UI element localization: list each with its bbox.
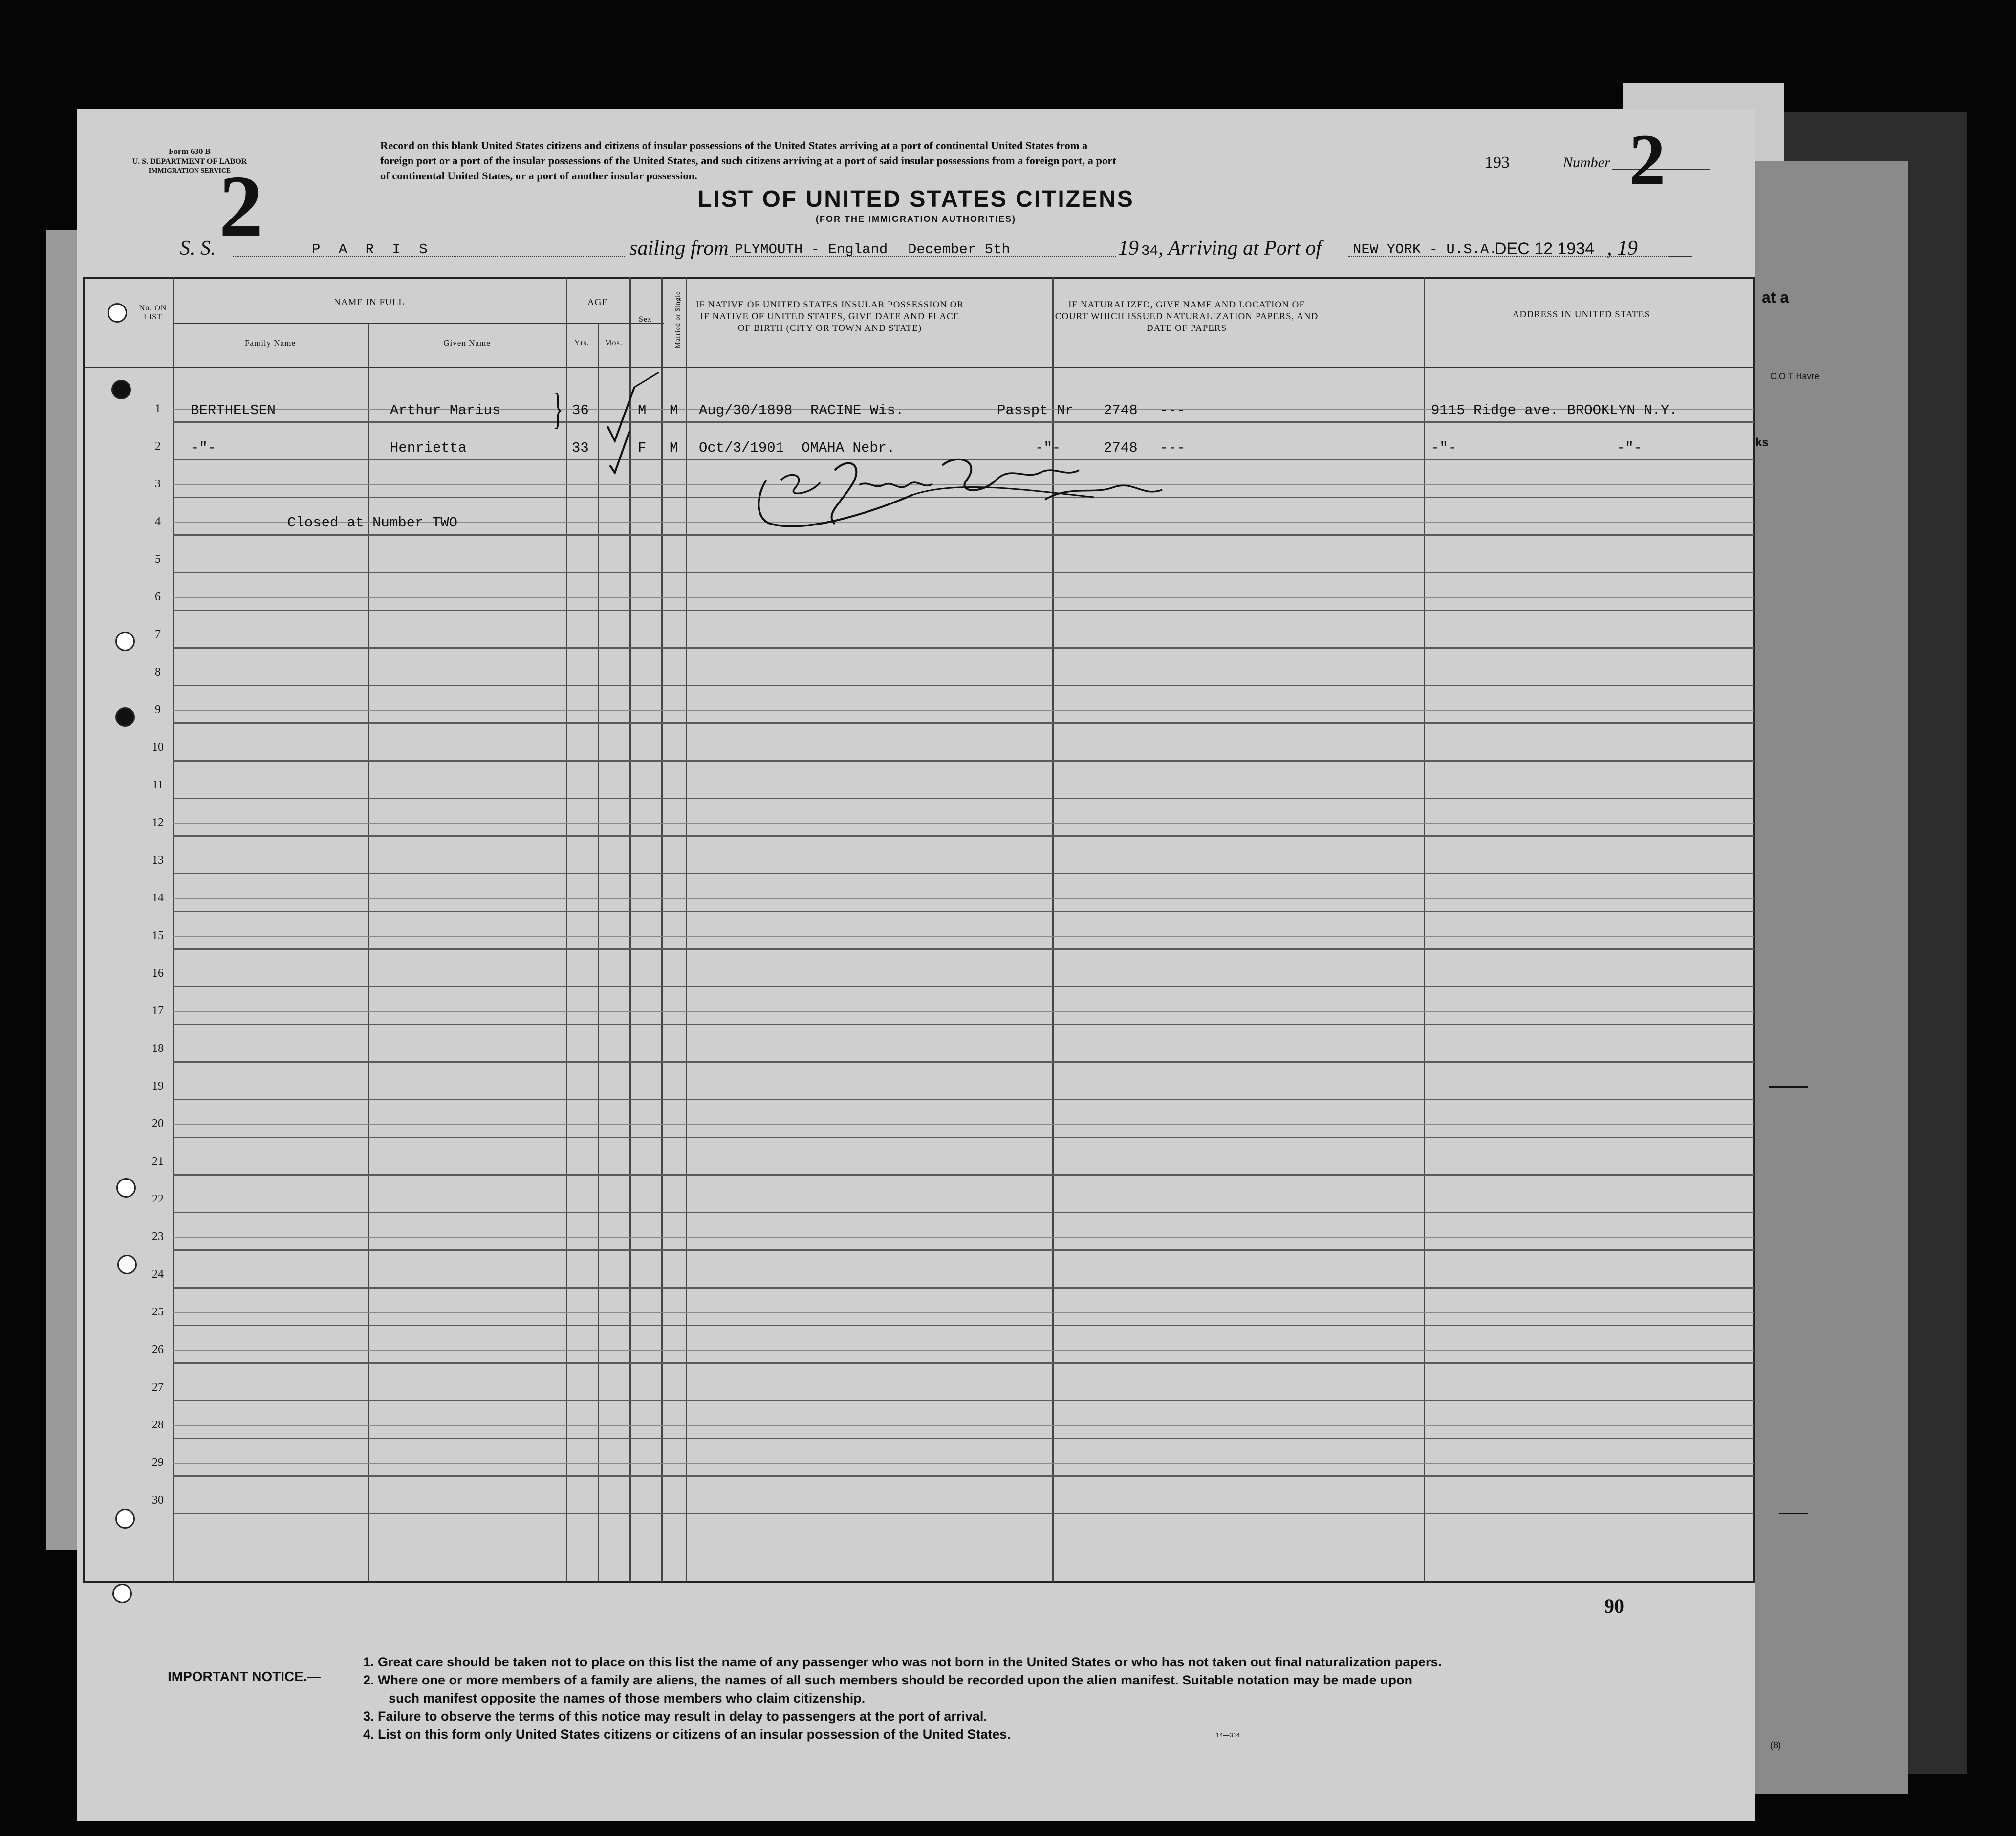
entry-2-address-2: -"- [1617, 440, 1643, 456]
row-rule [173, 1099, 1754, 1100]
row-subrule [173, 823, 1754, 824]
col-divider [686, 277, 687, 1582]
row-subrule [173, 1237, 1754, 1238]
row-rule [173, 1137, 1754, 1138]
table-left-border [83, 277, 85, 1582]
row-rule [173, 835, 1754, 837]
row-number: 8 [155, 666, 161, 678]
col-family-name: Family Name [244, 338, 296, 348]
margin-note-at-a: at a [1762, 288, 1789, 306]
row-number: 19 [152, 1080, 164, 1093]
row-number: 26 [152, 1343, 164, 1356]
department-name: U. S. DEPARTMENT OF LABOR [132, 157, 247, 166]
notice-item-4: 4. List on this form only United States citizens or citizens of an insular possession of the United States. [363, 1727, 1011, 1742]
closing-note: Closed at Number TWO [287, 515, 458, 531]
year-prefix: 193 [1485, 153, 1510, 172]
col-married-or-single: Married or Single [674, 291, 682, 349]
arrival-port: NEW YORK - U.S.A. [1353, 241, 1497, 258]
page-number: 90 [1604, 1595, 1624, 1617]
header-bottom-rule [83, 367, 1755, 368]
col-address: ADDRESS IN UNITED STATES [1512, 309, 1650, 320]
entry-1-given-name: Arthur Marius [390, 402, 501, 418]
arrival-year-underline [1646, 256, 1690, 258]
row-rule [173, 1287, 1754, 1289]
entry-1-nat-dash: --- [1160, 402, 1186, 418]
row-subrule [173, 1011, 1754, 1012]
row-rule [173, 798, 1754, 799]
row-number: 20 [152, 1117, 164, 1130]
punch-hole [115, 1509, 135, 1529]
row-number: 6 [155, 590, 161, 603]
row-rule [173, 1438, 1754, 1439]
entry-2-passport: -"- [1035, 440, 1061, 456]
notice-item-1: 1. Great care should be taken not to place on this list the name of any passenger who was not born in the United States or who has not taken out final naturalization papers. [363, 1655, 1442, 1669]
year-suffix: 34 [1141, 243, 1158, 259]
family-brace: } [552, 385, 564, 433]
list-number-stamp: 2 [219, 157, 263, 255]
col-age-months: Mos. [605, 339, 623, 347]
row-number: 21 [152, 1155, 164, 1168]
row-rule [173, 1061, 1754, 1063]
entry-1-birth-date: Aug/30/1898 [699, 402, 793, 418]
row-number: 3 [155, 478, 161, 490]
table-top-border [83, 277, 1755, 279]
row-rule [173, 647, 1754, 649]
manifest-sheet [77, 109, 1755, 1821]
notice-item-3: 3. Failure to observe the terms of this notice may result in delay to passengers at the port of arrival. [363, 1709, 987, 1724]
entry-1-passport-no: 2748 [1104, 402, 1138, 418]
row-rule [173, 1400, 1754, 1401]
row-subrule [173, 710, 1754, 711]
col-age: AGE [587, 297, 608, 307]
row-subrule [173, 898, 1754, 899]
row-number: 25 [152, 1306, 164, 1318]
row-number: 17 [152, 1005, 164, 1017]
entry-2-address: -"- [1431, 440, 1457, 456]
row-number: 2 [155, 440, 161, 453]
row-rule [173, 1325, 1754, 1326]
punch-hole [116, 1178, 136, 1198]
row-rule [173, 1249, 1754, 1251]
row-subrule [173, 1463, 1754, 1464]
row-rule [173, 421, 1754, 423]
row-rule [173, 1513, 1754, 1514]
row-subrule [173, 597, 1754, 598]
row-number: 7 [155, 628, 161, 641]
row-rule [173, 610, 1754, 611]
entry-1-address: 9115 Ridge ave. BROOKLYN N.Y. [1431, 402, 1678, 418]
row-subrule [173, 1350, 1754, 1351]
col-given-name: Given Name [443, 338, 491, 348]
col-divider [173, 277, 174, 1582]
margin-note-ks: ks [1756, 436, 1769, 449]
row-rule [173, 1212, 1754, 1213]
col-divider [368, 323, 369, 1582]
col-sex: Sex [639, 315, 652, 324]
service-name: IMMIGRATION SERVICE [148, 167, 231, 175]
entry-2-birth-date: Oct/3/1901 [699, 440, 784, 456]
entry-2-age: 33 [572, 440, 589, 456]
row-number: 1 [155, 402, 161, 415]
row-number: 14 [152, 892, 164, 904]
ss-label: S. S. [180, 237, 216, 260]
row-rule [173, 1475, 1754, 1477]
row-number: 5 [155, 553, 161, 566]
row-rule [173, 722, 1754, 724]
punch-hole [115, 707, 135, 727]
margin-rule [1769, 1086, 1808, 1088]
entry-2-marital: M [670, 440, 678, 456]
number-label: Number [1563, 154, 1610, 171]
row-subrule [173, 1425, 1754, 1426]
punch-hole [108, 303, 127, 323]
row-rule [173, 911, 1754, 912]
row-number: 4 [155, 515, 161, 528]
punch-hole [115, 632, 135, 651]
check-marks [595, 368, 669, 480]
row-subrule [173, 936, 1754, 937]
notice-item-2-cont: such manifest opposite the names of those members who claim citizenship. [389, 1691, 866, 1705]
notice-item-2: 2. Where one or more members of a family are aliens, the names of all such members should be recorded upon the alien manifest. Suitable notation may be made upon [363, 1673, 1413, 1687]
entry-2-given-name: Henrietta [390, 440, 467, 456]
col-naturalization: IF NATURALIZED, GIVE NAME AND LOCATION OF COURT WHICH ISSUED NATURALIZATION PAPERS, AND DATE OF PAPERS [1055, 300, 1319, 333]
row-number: 22 [152, 1193, 164, 1205]
departure-date: December 5th [908, 241, 1010, 258]
row-rule [173, 685, 1754, 686]
entry-2-sex: F [638, 440, 647, 456]
row-number: 9 [155, 703, 161, 716]
row-rule [173, 760, 1754, 762]
instructions-line-1: Record on this blank United States citizens and citizens of insular possessions of the United States arriving at a port of continental United States from a [380, 139, 1088, 152]
row-number: 29 [152, 1456, 164, 1469]
sailing-from-label: sailing from [629, 237, 729, 260]
row-subrule [173, 1124, 1754, 1125]
col-age-years: Yrs. [574, 339, 590, 347]
col-divider [566, 277, 567, 1582]
row-number: 18 [152, 1042, 164, 1055]
page-title: LIST OF UNITED STATES CITIZENS [697, 186, 1134, 212]
entry-2-nat-dash: --- [1160, 440, 1186, 456]
row-number: 27 [152, 1381, 164, 1394]
table-right-border [1753, 277, 1755, 1582]
margin-rule [1779, 1513, 1808, 1514]
margin-note-cot: C.O T Havre [1770, 372, 1820, 381]
number-value: 2 [1629, 119, 1666, 200]
form-number: Form 630 B [169, 147, 211, 156]
entry-1-family-name: BERTHELSEN [191, 402, 276, 418]
row-rule [173, 986, 1754, 987]
punch-hole [117, 1255, 137, 1274]
col-divider [1424, 277, 1425, 1582]
entry-2-birth-place: OMAHA Nebr. [802, 440, 895, 456]
arrival-year-prefix: , 19 [1607, 237, 1638, 260]
row-number: 15 [152, 929, 164, 942]
row-rule [173, 572, 1754, 573]
entry-1-sex: M [638, 402, 647, 418]
entry-1-birth-place: RACINE Wis. [810, 402, 904, 418]
row-rule [173, 1362, 1754, 1364]
row-number: 11 [152, 779, 164, 791]
notice-heading: IMPORTANT NOTICE.— [168, 1669, 321, 1684]
port-from: PLYMOUTH - England [735, 241, 888, 258]
row-number: 12 [152, 816, 164, 829]
page-subtitle: (FOR THE IMMIGRATION AUTHORITIES) [816, 214, 1016, 224]
entry-1-passport: Passpt Nr [997, 402, 1074, 418]
row-number: 28 [152, 1419, 164, 1431]
year-prefix: 19 [1118, 237, 1139, 260]
entry-2-passport-no: 2748 [1104, 440, 1138, 456]
row-number: 16 [152, 967, 164, 980]
instructions-line-3: of continental United States, or a port of another insular possession. [380, 170, 697, 182]
row-rule [173, 873, 1754, 874]
instructions-line-2: foreign port or a port of the insular possessions of the United States, and such citizens arriving at a port of said insular possessions from a foreign port, a port [380, 154, 1116, 167]
col-no-on-list: No. ON LIST [139, 304, 167, 321]
row-rule [173, 1024, 1754, 1025]
row-rule [173, 1174, 1754, 1176]
row-number: 24 [152, 1268, 164, 1281]
print-code: 14—314 [1216, 1731, 1240, 1739]
row-number: 10 [152, 741, 164, 754]
entry-1-marital: M [670, 402, 678, 418]
margin-note-bottom: (8) [1770, 1740, 1781, 1750]
row-subrule [173, 1312, 1754, 1313]
row-number: 30 [152, 1494, 164, 1507]
inspector-signature [752, 451, 1172, 539]
arriving-label: , Arriving at Port of [1158, 237, 1322, 260]
row-number: 23 [152, 1230, 164, 1243]
col-name-in-full: NAME IN FULL [334, 297, 405, 307]
ship-name: P A R I S [312, 241, 433, 258]
col-birth-info: IF NATIVE OF UNITED STATES INSULAR POSSESSION OR IF NATIVE OF UNITED STATES, GIVE DATE AND PLACE OF BIRTH (CITY OR TOWN AND STATE) [695, 300, 964, 333]
punch-hole [112, 1584, 132, 1603]
table-bottom-border [83, 1581, 1755, 1583]
punch-hole [111, 380, 131, 399]
entry-1-age: 36 [572, 402, 589, 418]
entry-2-family-name: -"- [191, 440, 217, 456]
col-divider [598, 323, 599, 1582]
row-rule [173, 948, 1754, 950]
row-number: 13 [152, 854, 164, 867]
arrival-stamp: DEC 12 1934 [1495, 240, 1595, 258]
